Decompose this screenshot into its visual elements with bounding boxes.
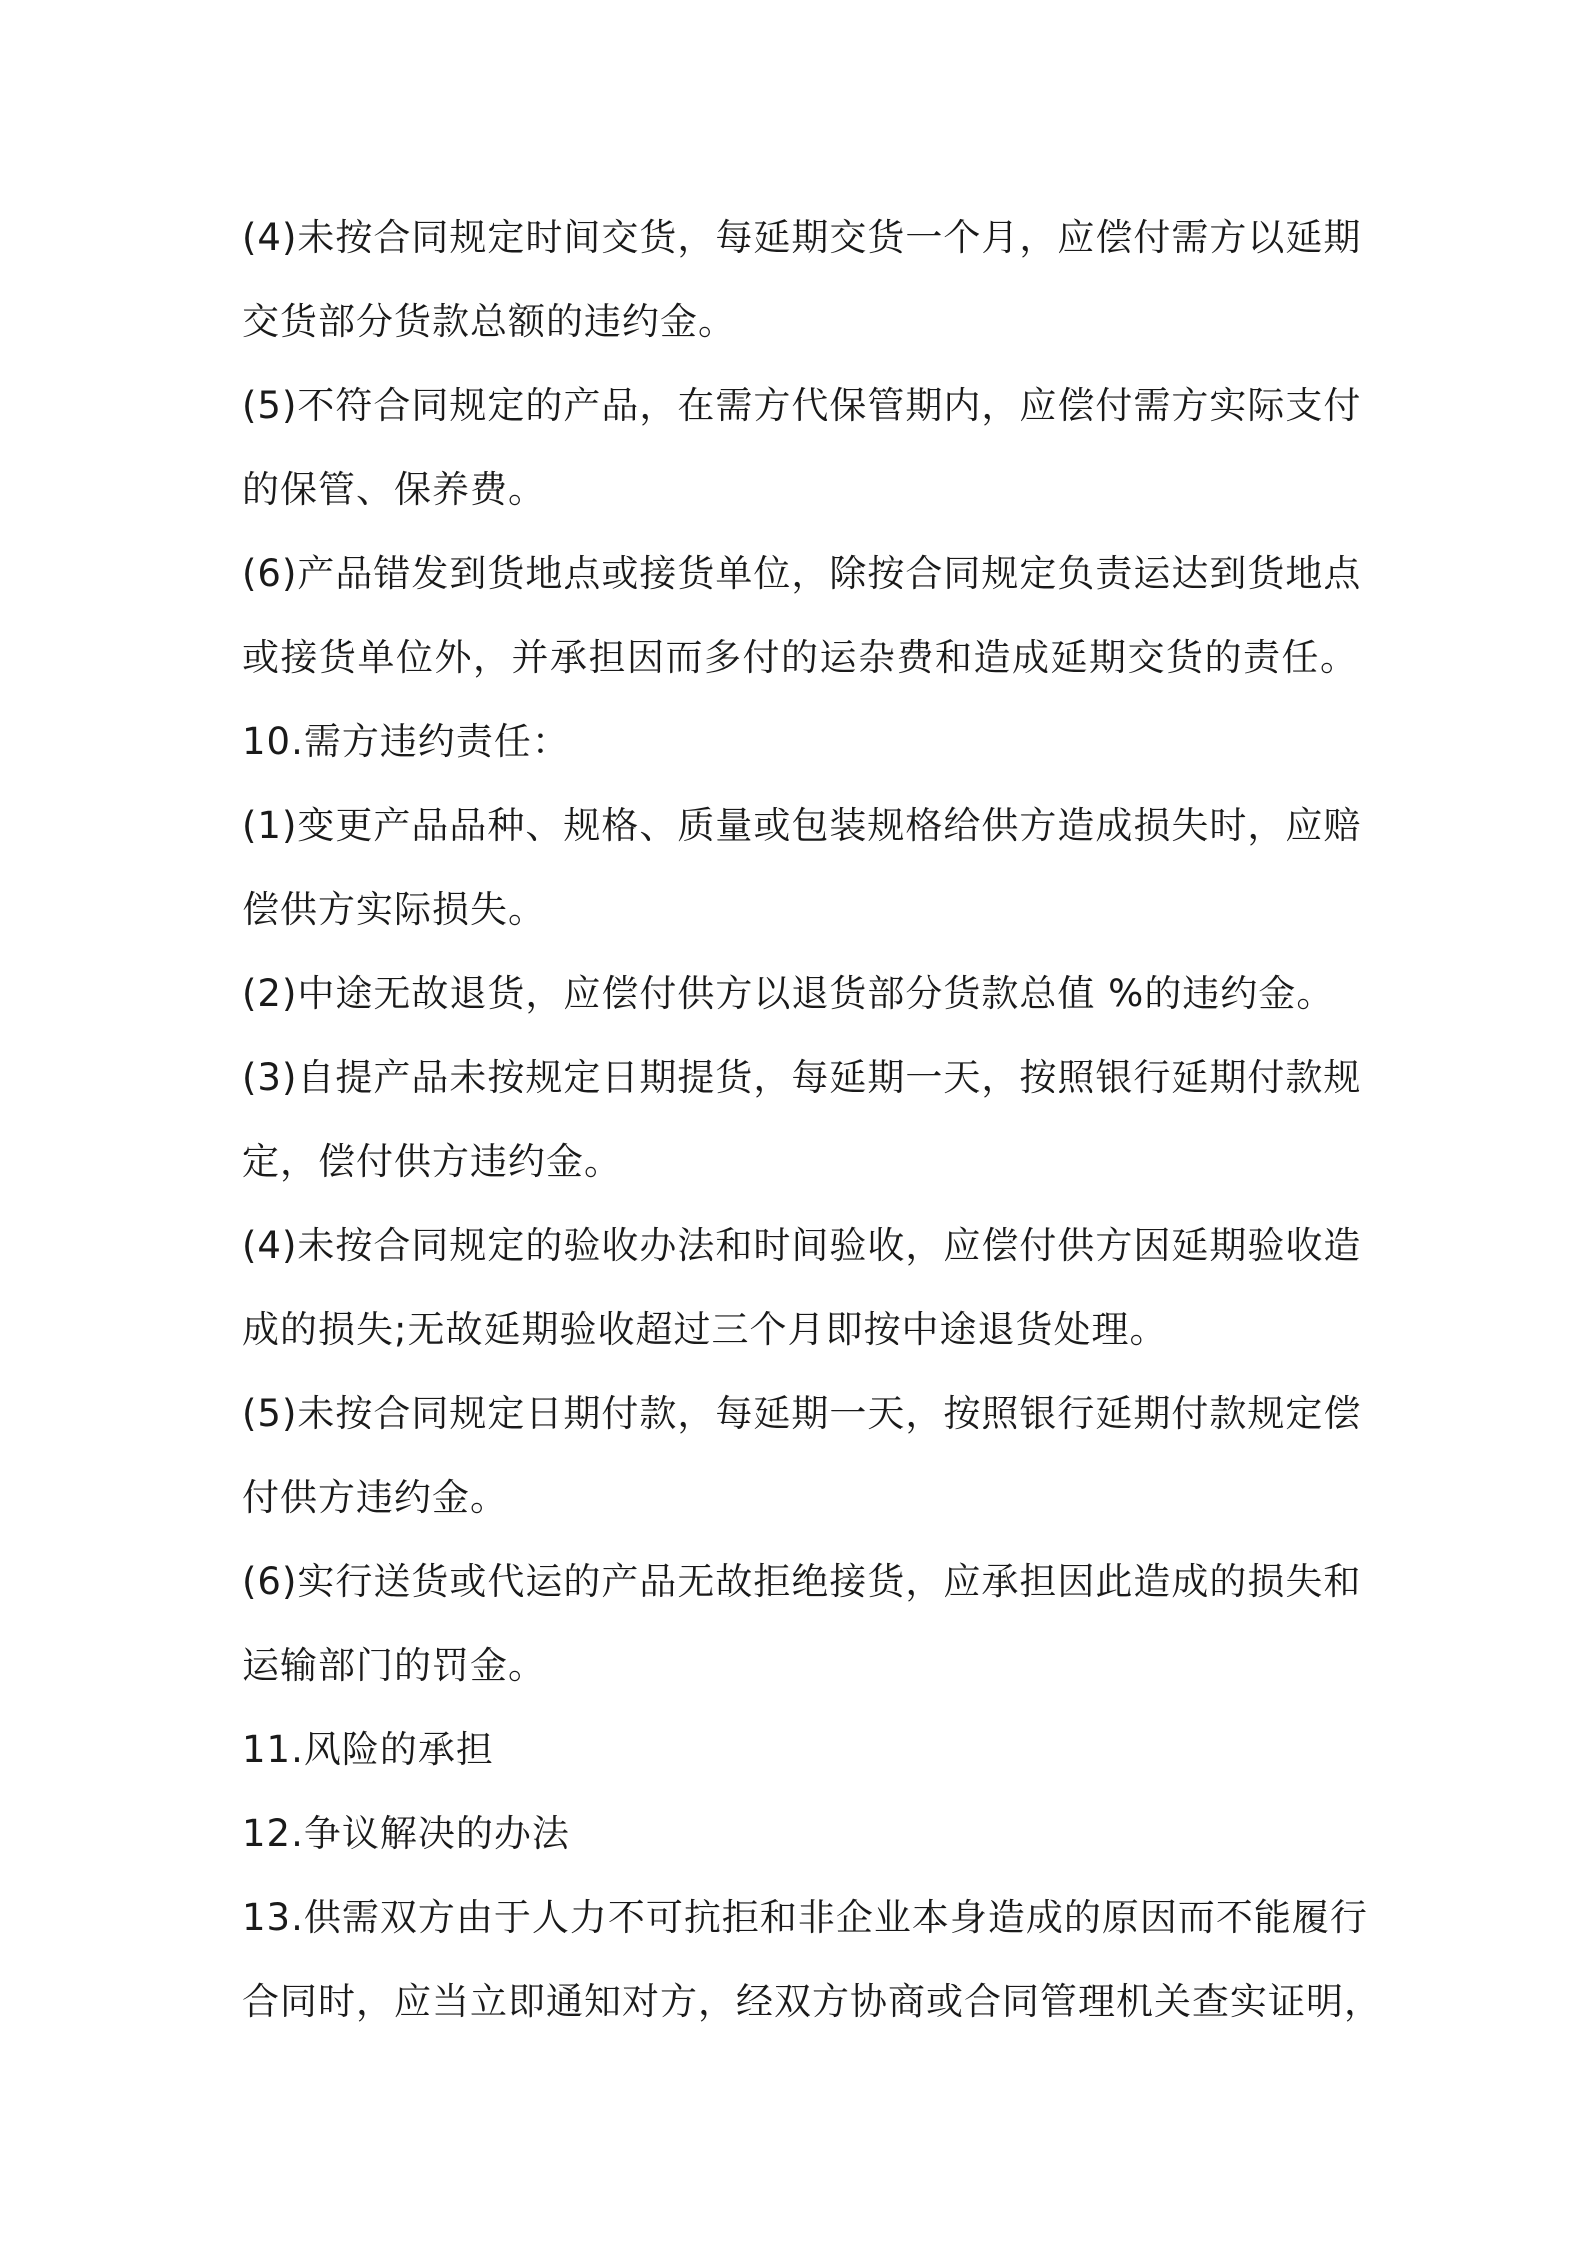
text-line: 13.供需双方由于人力不可抗拒和非企业本身造成的原因而不能履行 xyxy=(242,1896,1368,1939)
text-line: (5)未按合同规定日期付款，每延期一天，按照银行延期付款规定偿 xyxy=(242,1392,1362,1435)
text-line: (1)变更产品品种、规格、质量或包装规格给供方造成损失时，应赔 xyxy=(242,804,1362,847)
text-line: 成的损失;无故延期验收超过三个月即按中途退货处理。 xyxy=(242,1308,1168,1351)
text-line: (4)未按合同规定的验收办法和时间验收，应偿付供方因延期验收造 xyxy=(242,1224,1362,1267)
text-line: 运输部门的罚金。 xyxy=(242,1644,546,1687)
text-line: 合同时，应当立即通知对方，经双方协商或合同管理机关查实证明， xyxy=(242,1980,1382,2023)
text-line: (2)中途无故退货，应偿付供方以退货部分货款总值 %的违约金。 xyxy=(242,972,1335,1015)
text-line: 交货部分货款总额的违约金。 xyxy=(242,300,736,343)
section-heading: 10.需方违约责任： xyxy=(242,720,570,763)
text-line: 定，偿付供方违约金。 xyxy=(242,1140,622,1183)
section-heading: 12.争议解决的办法 xyxy=(242,1812,570,1855)
section-heading: 11.风险的承担 xyxy=(242,1728,494,1771)
text-line: (3)自提产品未按规定日期提货，每延期一天，按照银行延期付款规 xyxy=(242,1056,1362,1099)
text-line: 的保管、保养费。 xyxy=(242,468,546,511)
text-line: (4)未按合同规定时间交货，每延期交货一个月，应偿付需方以延期 xyxy=(242,216,1362,259)
text-line: (5)不符合同规定的产品，在需方代保管期内，应偿付需方实际支付 xyxy=(242,384,1362,427)
text-line: (6)产品错发到货地点或接货单位，除按合同规定负责运达到货地点 xyxy=(242,552,1362,595)
document-body xyxy=(242,196,1382,2044)
text-line: 或接货单位外，并承担因而多付的运杂费和造成延期交货的责任。 xyxy=(242,636,1358,679)
text-line: 偿供方实际损失。 xyxy=(242,888,546,931)
text-line: (6)实行送货或代运的产品无故拒绝接货，应承担因此造成的损失和 xyxy=(242,1560,1362,1603)
text-line: 付供方违约金。 xyxy=(242,1476,508,1519)
